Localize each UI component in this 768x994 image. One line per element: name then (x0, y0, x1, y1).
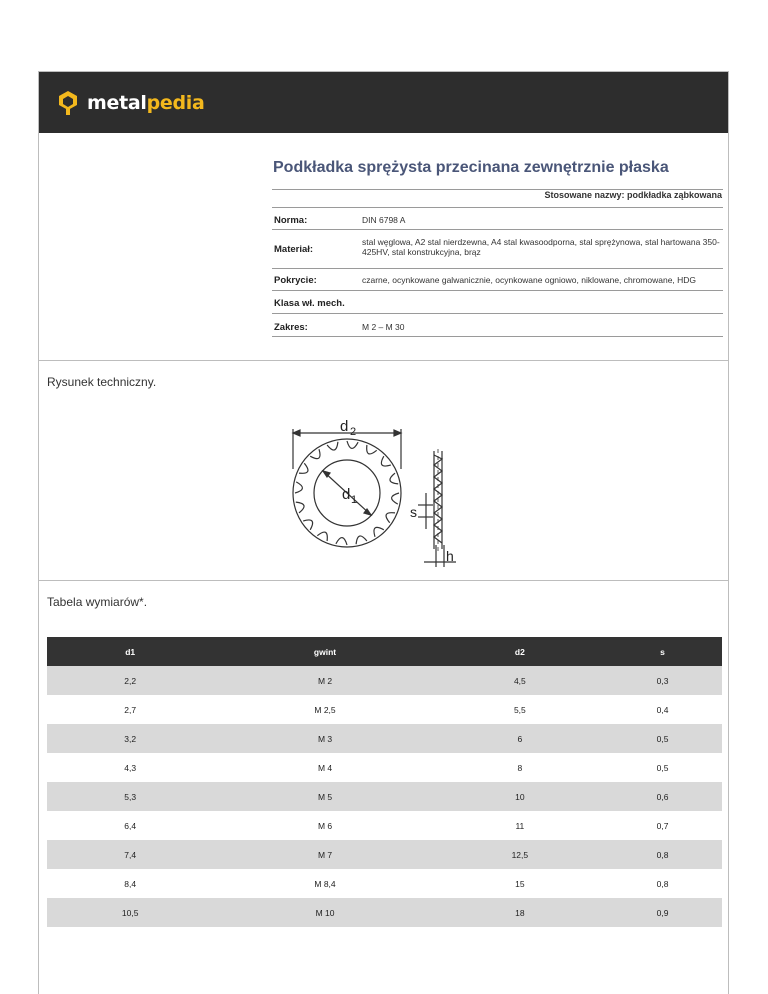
table-cell: M 10 (213, 898, 436, 927)
spec-key: Zakres: (274, 322, 308, 333)
column-header-d1: d1 (47, 637, 213, 666)
table-cell: 0,4 (603, 695, 722, 724)
table-cell: 4,5 (437, 666, 603, 695)
column-header-d2: d2 (437, 637, 603, 666)
table-cell: 8,4 (47, 869, 213, 898)
spec-value: M 2 – M 30 (362, 322, 405, 332)
table-section-title: Tabela wymiarów*. (47, 595, 148, 609)
section-divider (39, 580, 728, 581)
spec-value: czarne, ocynkowane galwanicznie, ocynkowane ogniowo, niklowane, chromowane, HDG (362, 275, 697, 285)
spec-row-class (272, 290, 723, 313)
table-cell: 0,8 (603, 869, 722, 898)
section-divider (39, 360, 728, 361)
spec-row-range (272, 313, 723, 337)
spec-value: DIN 6798 A (362, 215, 406, 225)
table-row (47, 666, 722, 695)
table-cell: 8 (437, 753, 603, 782)
table-cell: M 4 (213, 753, 436, 782)
spec-row-coating (272, 268, 723, 290)
table-cell: 0,3 (603, 666, 722, 695)
washer-tooth (303, 520, 312, 530)
table-row (47, 840, 722, 869)
table-cell: 10 (437, 782, 603, 811)
washer-tooth (295, 482, 302, 493)
technical-drawing (286, 413, 486, 569)
dimensions-table (47, 637, 722, 927)
table-cell: 6 (437, 724, 603, 753)
table-cell: 0,7 (603, 811, 722, 840)
page-container (38, 71, 729, 994)
common-names: Stosowane nazwy: podkładka ząbkowana (544, 190, 722, 200)
table-cell: 2,7 (47, 695, 213, 724)
washer-tooth (327, 442, 338, 450)
table-cell: M 3 (213, 724, 436, 753)
table-cell: M 5 (213, 782, 436, 811)
table-cell: M 7 (213, 840, 436, 869)
table-cell: 6,4 (47, 811, 213, 840)
table-cell: 4,3 (47, 753, 213, 782)
spec-key: Norma: (274, 215, 308, 226)
table-cell: M 2 (213, 666, 436, 695)
washer-tooth (356, 536, 367, 544)
table-header-row (47, 637, 722, 666)
table-cell: M 2,5 (213, 695, 436, 724)
label-s: s (410, 504, 417, 520)
table-cell: 5,5 (437, 695, 603, 724)
washer-tooth (381, 456, 390, 466)
spec-value: stal węglowa, A2 stal nierdzewna, A4 stal kwasoodporna, stal sprężynowa, stal hartowana 350-425HV, stal konstrukcyjna, brąz (362, 237, 720, 257)
logo-text-pedia: pedia (146, 92, 205, 114)
table-body (47, 666, 722, 927)
spec-key: Pokrycie: (274, 275, 317, 286)
washer-tooth (347, 441, 358, 448)
table-cell: 18 (437, 898, 603, 927)
column-header-s: s (603, 637, 722, 666)
table-row (47, 898, 722, 927)
table-cell: 7,4 (47, 840, 213, 869)
table-row (47, 811, 722, 840)
label-d2: d (340, 418, 349, 435)
table-cell: M 6 (213, 811, 436, 840)
table-row (47, 782, 722, 811)
logo-text (87, 92, 205, 114)
washer-tooth (392, 493, 399, 504)
column-header-gwint: gwint (213, 637, 436, 666)
table-row (47, 869, 722, 898)
table-cell: 10,5 (47, 898, 213, 927)
drawing-section-title: Rysunek techniczny. (47, 375, 157, 389)
spec-row-material (272, 229, 723, 268)
table-row (47, 724, 722, 753)
table-cell: 0,6 (603, 782, 722, 811)
label-h: h (446, 548, 454, 564)
spec-row-norma (272, 207, 723, 229)
table-cell: 0,5 (603, 724, 722, 753)
spec-key: Materiał: (274, 244, 314, 255)
washer-tooth (390, 473, 398, 484)
site-header (39, 72, 728, 133)
washer-tooth (336, 538, 347, 545)
page-title: Podkładka sprężysta przecinana zewnętrznie płaska (273, 159, 669, 176)
table-row (47, 695, 722, 724)
table-cell: 0,8 (603, 840, 722, 869)
label-d1-sub: 1 (351, 494, 358, 506)
table-cell: 5,3 (47, 782, 213, 811)
table-cell: 11 (437, 811, 603, 840)
table-row (47, 753, 722, 782)
washer-tooth (310, 449, 320, 458)
table-cell: 12,5 (437, 840, 603, 869)
table-cell: 15 (437, 869, 603, 898)
table-cell: 3,2 (47, 724, 213, 753)
table-cell: 0,9 (603, 898, 722, 927)
table-cell: 2,2 (47, 666, 213, 695)
logo-text-metal: metal (87, 92, 147, 114)
washer-tooth (374, 527, 384, 536)
spec-key: Klasa wł. mech. (274, 298, 345, 309)
washer-tooth (296, 502, 304, 513)
logo-bolt-icon (57, 90, 79, 116)
label-d2-sub: 2 (350, 426, 357, 438)
label-d1: d (342, 486, 351, 503)
table-cell: 0,5 (603, 753, 722, 782)
table-cell: M 8,4 (213, 869, 436, 898)
metalpedia-logo[interactable] (57, 88, 205, 118)
